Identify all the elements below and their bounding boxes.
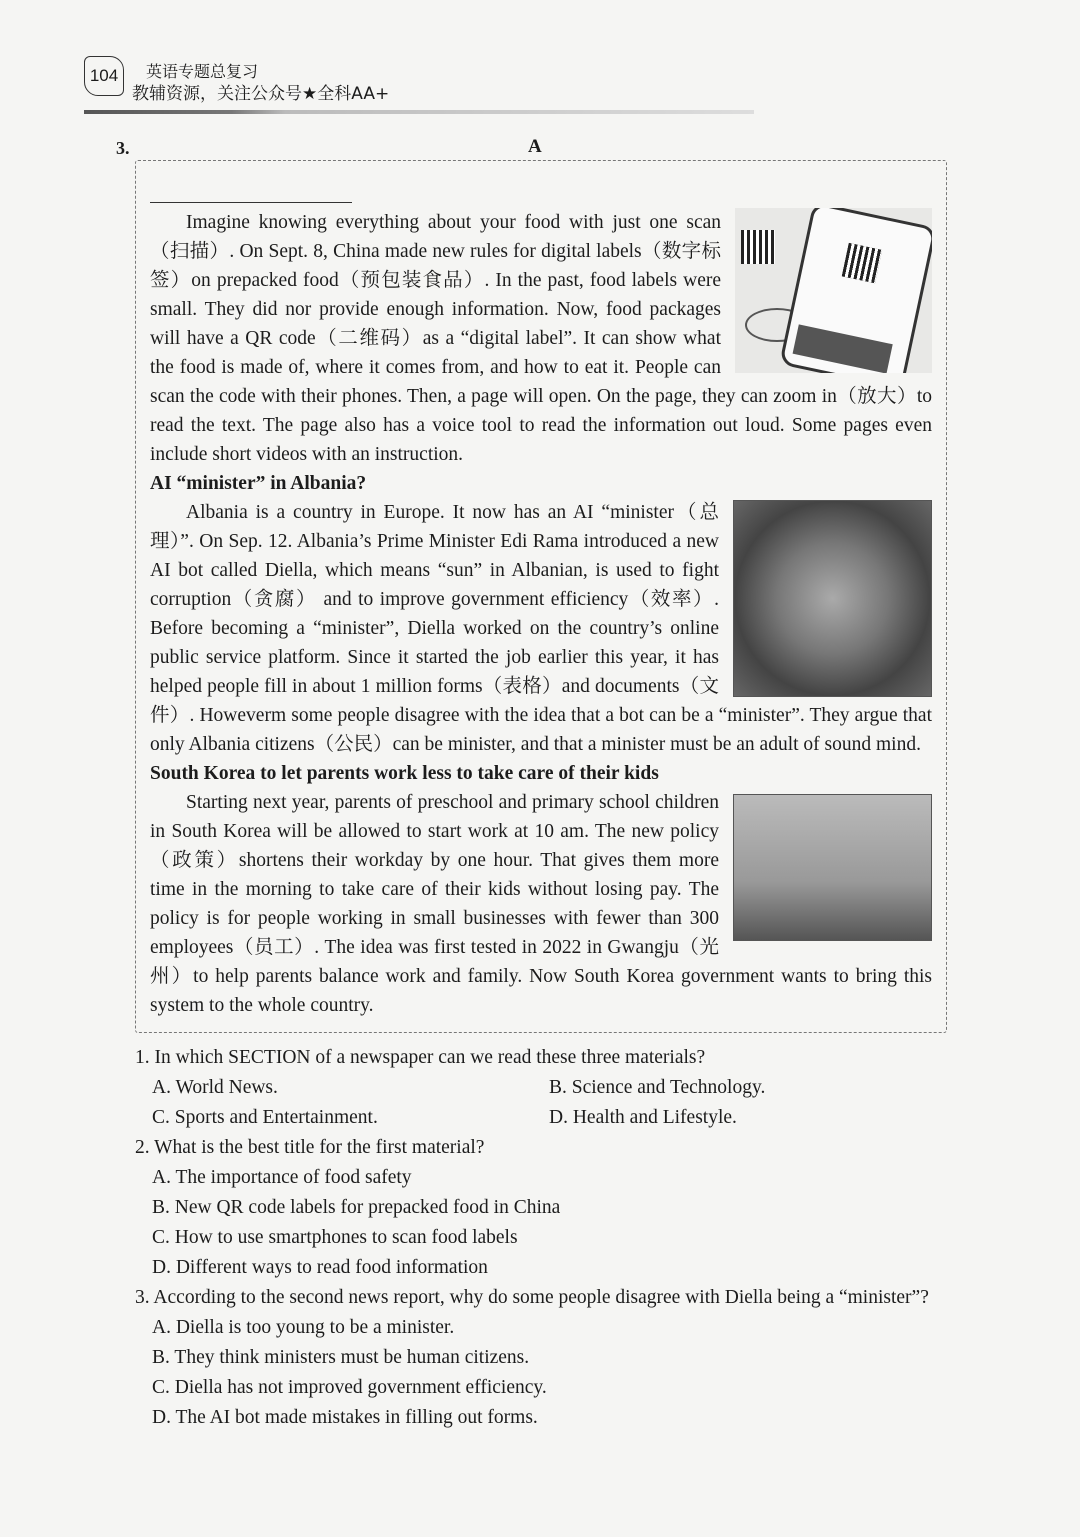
section-label: A [528, 136, 542, 157]
question-3: 3. According to the second news report, why do some people disagree with Diella being a “minister”? [135, 1287, 929, 1308]
option-3c: C. Diella has not improved government efficiency. [152, 1377, 547, 1398]
option-2c: C. How to use smartphones to scan food labels [152, 1227, 518, 1248]
option-2b: B. New QR code labels for prepacked food in China [152, 1197, 561, 1218]
question-2: 2. What is the best title for the first material? [135, 1137, 485, 1158]
option-3d: D. The AI bot made mistakes in filling out forms. [152, 1407, 538, 1428]
diella-image [733, 500, 932, 697]
option-1b: B. Science and Technology. [549, 1077, 766, 1098]
question-number: 3. [116, 138, 130, 158]
heading-albania: AI “minister” in Albania? [150, 473, 367, 494]
family-kitchen-image [733, 794, 932, 941]
page-body [135, 160, 965, 1433]
video-thumbnail [793, 324, 893, 373]
header-rule [84, 110, 754, 114]
option-2d: D. Different ways to read food information [152, 1257, 488, 1278]
qr-food-label-image [735, 208, 932, 373]
paragraph-albania: Albania is a country in Europe. It now has an AI “minister（总理）”. On Sep. 12. Albania’s Prime Minister Edi Rama introduced a new AI bot called Diella, which means “sun” in Albanian, is used to fight corruption（贪腐） and to improve government efficiency（效率）. Before becoming a “minister”, Diella worked on the country’s online public service platform. Since it started the job earlier this year, it has helped people fill in about 1 million forms（表格）and documents（文件）. Howeverm some people disagree with the idea that a bot can be a “minister”. They argue that only Albania citizens（公民）can be minister, and that a minister must be an adult of sound mind. [150, 502, 932, 755]
divider [150, 202, 352, 203]
questions [135, 1043, 965, 1433]
option-3b: B. They think ministers must be human citizens. [152, 1347, 530, 1368]
question-1: 1. In which SECTION of a newspaper can we read these three materials? [135, 1047, 706, 1068]
option-2a: A. The importance of food safety [152, 1167, 412, 1188]
paragraph-south-korea: Starting next year, parents of preschool and primary school children in South Korea will be allowed to start work at 10 am. The new policy（政策）shortens their workday by one hour. That gives them more time in the morning to take care of their kids without losing pay. The policy is for people working in small businesses with fewer than 300 employees（员工）. The idea was first tested in 2022 in Gwangju（光州）to help parents balance work and family. Now South Korea government wants to bring this system to the whole country. [150, 792, 932, 1016]
book-title: 英语专题总复习 [146, 62, 259, 81]
qr-code-icon [741, 230, 775, 264]
watermark-text: 教辅资源，关注公众号★全科AA+ [132, 84, 390, 104]
option-1c: C. Sports and Entertainment. [152, 1107, 378, 1128]
option-1d: D. Health and Lifestyle. [549, 1107, 737, 1128]
page-number-badge: 104 [84, 56, 124, 96]
option-3a: A. Diella is too young to be a minister. [152, 1317, 455, 1338]
qr-code-icon [842, 243, 882, 283]
heading-south-korea: South Korea to let parents work less to take care of their kids [150, 763, 659, 784]
phone-image [779, 208, 932, 373]
option-1a: A. World News. [152, 1077, 278, 1098]
paragraph-food-labels: Imagine knowing everything about your food with just one scan（扫描）. On Sept. 8, China made new rules for digital labels（数字标签）on prepacked food（预包装食品）. In the past, food labels were small. They did nor provide enough information. Now, food packages will have a QR code（二维码）as a “digital label”. It can show what the food is made of, where it comes from, and how to eat it. People can scan the code with their phones. Then, a page will open. On the page, they can zoom in（放大）to read the text. The page also has a voice tool to read the information out loud. Some pages even include short videos with an instruction. [150, 212, 932, 465]
passage-frame [135, 160, 947, 1033]
passage [150, 208, 932, 1020]
